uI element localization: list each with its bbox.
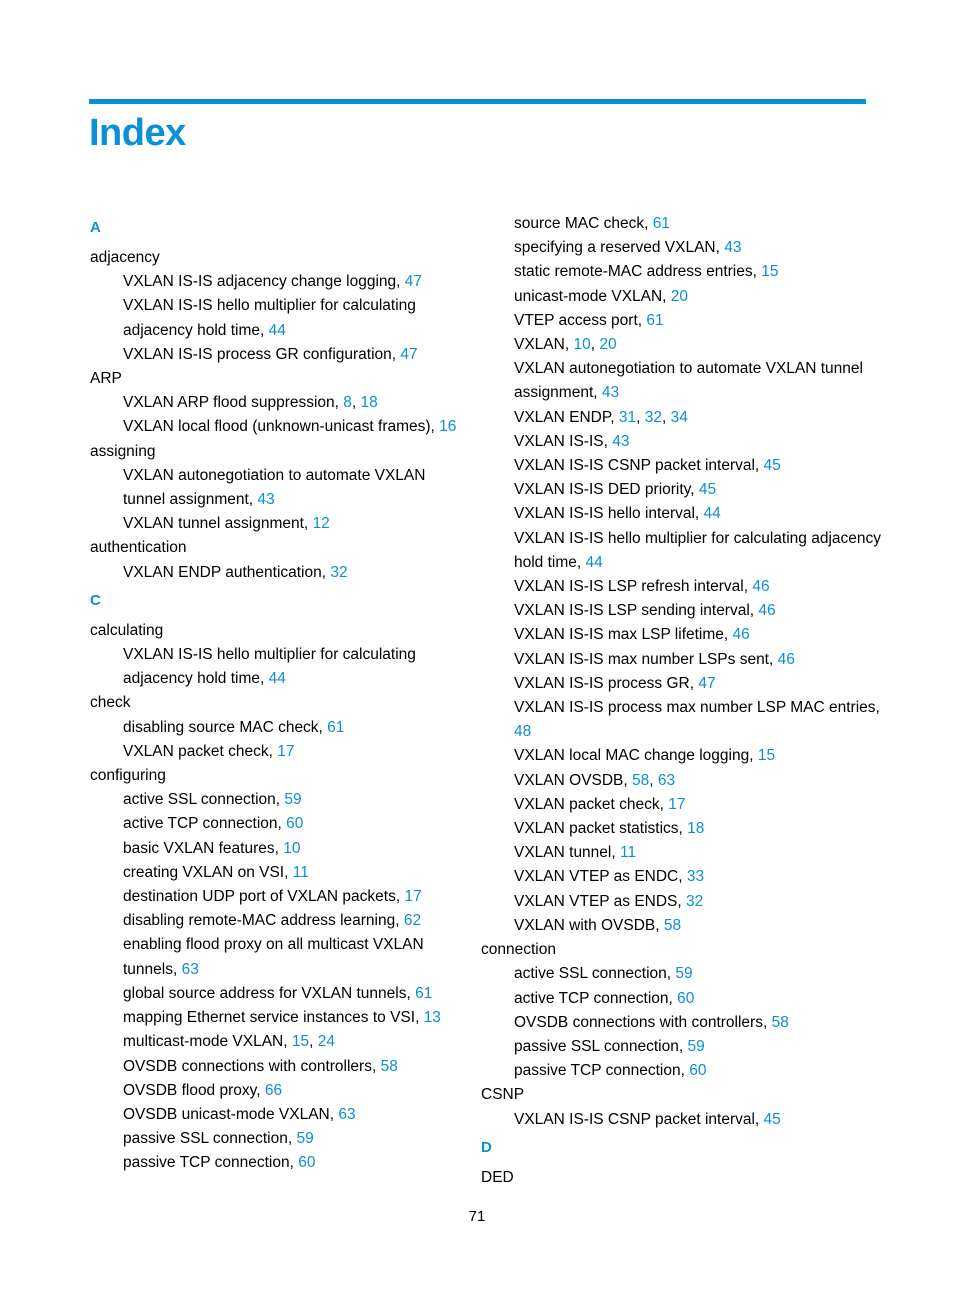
page-link[interactable]: 58 bbox=[663, 916, 682, 934]
index-letter-heading: A bbox=[90, 219, 101, 236]
index-subentry bbox=[90, 464, 460, 512]
page-link[interactable]: 44 bbox=[585, 553, 603, 571]
entry-text: global source address for VXLAN tunnels, bbox=[123, 984, 416, 1002]
index-subentry bbox=[481, 841, 881, 865]
entry-text: ARP bbox=[90, 370, 122, 388]
entry-text: VXLAN IS-IS DED priority, bbox=[514, 481, 699, 499]
page-link[interactable]: 8 bbox=[343, 394, 352, 412]
page-link[interactable]: 17 bbox=[404, 888, 422, 906]
entry-text: VXLAN autonegotiation to automate VXLAN tunnel assignment, bbox=[123, 466, 426, 509]
entry-text: OVSDB connections with controllers, bbox=[514, 1013, 772, 1031]
index-subentry bbox=[90, 861, 460, 885]
page-link[interactable]: 43 bbox=[724, 239, 742, 257]
index-letter-heading: D bbox=[481, 1138, 492, 1156]
entry-text: DED bbox=[481, 1168, 514, 1186]
index-term bbox=[90, 440, 460, 464]
entry-text: VXLAN IS-IS process max number LSP MAC entries, bbox=[514, 699, 880, 717]
index-term bbox=[481, 938, 881, 962]
index-subentry bbox=[481, 575, 881, 599]
entry-text: connection bbox=[481, 941, 556, 959]
entry-text: VXLAN local flood (unknown-unicast frames), bbox=[123, 418, 440, 436]
index-subentry bbox=[90, 909, 460, 933]
entry-text: multicast-mode VXLAN, bbox=[123, 1033, 292, 1051]
page-link[interactable]: 46 bbox=[777, 650, 795, 668]
index-subentry bbox=[481, 1035, 881, 1059]
entry-text: specifying a reserved VXLAN, bbox=[514, 239, 725, 257]
entry-text: VXLAN ENDP authentication, bbox=[123, 563, 331, 581]
index-subentry bbox=[481, 309, 881, 333]
page-link[interactable]: 61 bbox=[415, 984, 433, 1002]
entry-text: active TCP connection, bbox=[514, 989, 678, 1007]
entry-text: adjacency bbox=[90, 249, 160, 266]
page-link[interactable]: 13 bbox=[423, 1009, 441, 1027]
entry-text: VXLAN IS-IS hello interval, bbox=[514, 505, 704, 523]
page-link[interactable]: 17 bbox=[277, 742, 295, 760]
index-subentry bbox=[90, 788, 460, 812]
index-subentry bbox=[90, 885, 460, 909]
entry-text: OVSDB connections with controllers, bbox=[123, 1057, 381, 1075]
index-subentry bbox=[481, 236, 881, 260]
index-subentry bbox=[481, 672, 881, 696]
page-link[interactable]: 47 bbox=[698, 674, 716, 692]
page-link[interactable]: 24 bbox=[317, 1033, 335, 1051]
entry-text: active SSL connection, bbox=[123, 791, 285, 809]
entry-text: passive SSL connection, bbox=[514, 1037, 688, 1055]
entry-text: VXLAN IS-IS process GR configuration, bbox=[123, 345, 401, 363]
page-link[interactable]: 43 bbox=[612, 432, 630, 450]
entry-text: VXLAN IS-IS process GR, bbox=[514, 674, 699, 692]
page-link[interactable]: 46 bbox=[752, 578, 770, 596]
page-title: Index bbox=[89, 112, 186, 154]
entry-text: disabling remote-MAC address learning, bbox=[123, 912, 404, 930]
entry-text: active TCP connection, bbox=[123, 815, 287, 833]
entry-text: VXLAN packet check, bbox=[514, 795, 669, 813]
page-link[interactable]: 18 bbox=[360, 394, 378, 412]
page-link[interactable]: 60 bbox=[677, 989, 695, 1007]
page-link[interactable]: 34 bbox=[670, 408, 688, 426]
index-subentry: VXLAN ARP flood suppression, 8, 18 bbox=[123, 394, 378, 412]
entry-text: VXLAN IS-IS hello multiplier for calculating adjacency hold time, bbox=[123, 646, 416, 688]
page-link[interactable]: 46 bbox=[758, 602, 776, 620]
index-subentry bbox=[481, 987, 881, 1011]
index-column-left bbox=[90, 212, 460, 1176]
page-link[interactable]: 44 bbox=[268, 670, 286, 688]
page-link[interactable]: 33 bbox=[686, 868, 705, 886]
entry-text: passive SSL connection, bbox=[123, 1130, 297, 1148]
index-term bbox=[90, 536, 460, 560]
page-link[interactable]: 15 bbox=[757, 747, 776, 765]
entry-text: VXLAN autonegotiation to automate VXLAN tunnel assignment, bbox=[514, 360, 863, 402]
page-link[interactable]: 61 bbox=[652, 215, 670, 232]
entry-text: VXLAN IS-IS max LSP lifetime, bbox=[514, 626, 733, 644]
index-term bbox=[90, 764, 460, 788]
index-subentry bbox=[481, 357, 881, 405]
page-link[interactable]: 59 bbox=[675, 965, 693, 983]
entry-text: VXLAN with OVSDB, bbox=[514, 916, 664, 934]
index-subentry bbox=[90, 1079, 460, 1103]
index-subentry bbox=[481, 430, 881, 454]
index-subentry bbox=[90, 740, 460, 764]
index-subentry bbox=[90, 1151, 460, 1175]
index-subentry bbox=[90, 933, 460, 981]
index-subentry bbox=[481, 502, 881, 526]
page-link[interactable]: 66 bbox=[264, 1081, 283, 1099]
entry-text: VXLAN IS-IS adjacency change logging, bbox=[123, 273, 405, 291]
page-link[interactable]: 43 bbox=[257, 491, 275, 509]
page-link[interactable]: 32 bbox=[686, 892, 704, 910]
page-link[interactable]: 31 bbox=[618, 408, 637, 426]
page-link[interactable]: 62 bbox=[403, 912, 422, 930]
index-subentry bbox=[481, 793, 881, 817]
entry-text: configuring bbox=[90, 767, 166, 785]
page-link[interactable]: 44 bbox=[268, 321, 286, 339]
page-link[interactable]: 58 bbox=[771, 1013, 789, 1031]
page-link[interactable]: 58 bbox=[380, 1057, 398, 1075]
header-rule bbox=[89, 99, 866, 104]
index-subentry bbox=[90, 415, 460, 439]
index-subentry bbox=[481, 1108, 881, 1132]
entry-text: passive TCP connection, bbox=[123, 1154, 299, 1172]
page-link[interactable]: 15 bbox=[291, 1033, 310, 1051]
index-subentry bbox=[481, 648, 881, 672]
entry-text: VXLAN VTEP as ENDC, bbox=[514, 868, 687, 886]
index-subentry bbox=[90, 343, 460, 367]
index-subentry: VXLAN ENDP, 31, 32, 34 bbox=[514, 408, 688, 426]
index-subentry bbox=[481, 454, 881, 478]
index-subentry bbox=[481, 260, 881, 284]
entry-text: calculating bbox=[90, 621, 164, 639]
index-subentry bbox=[90, 270, 460, 294]
index-subentry bbox=[90, 561, 460, 585]
page-link[interactable]: 10 bbox=[283, 839, 301, 857]
index-term bbox=[481, 1083, 881, 1107]
entry-text: VXLAN OVSDB, bbox=[514, 771, 633, 789]
entry-text: passive TCP connection, bbox=[514, 1062, 690, 1080]
index-subentry bbox=[481, 817, 881, 841]
index-subentry bbox=[90, 837, 460, 861]
entry-text: active SSL connection, bbox=[514, 965, 676, 983]
index-subentry bbox=[481, 623, 881, 647]
page-link[interactable]: 16 bbox=[439, 418, 457, 436]
index-subentry bbox=[481, 478, 881, 502]
index-subentry bbox=[90, 1127, 460, 1151]
entry-text: VXLAN tunnel, bbox=[514, 844, 620, 862]
page-link[interactable]: 61 bbox=[327, 718, 345, 736]
entry-text: CSNP bbox=[481, 1086, 525, 1104]
index-subentry bbox=[481, 696, 881, 744]
page-link[interactable]: 12 bbox=[312, 515, 330, 533]
entry-text: static remote-MAC address entries, bbox=[514, 263, 762, 281]
index-subentry: VXLAN, 10, 20 bbox=[514, 336, 617, 354]
entry-text: enabling flood proxy on all multicast VXLAN tunnels, bbox=[123, 936, 424, 978]
index-subentry bbox=[481, 865, 881, 889]
index-subentry bbox=[481, 1059, 881, 1083]
index-subentry: VXLAN OVSDB, 58, 63 bbox=[514, 771, 676, 789]
index-subentry bbox=[481, 744, 881, 768]
index-letter-heading: C bbox=[90, 591, 101, 609]
entry-text: VXLAN ENDP, bbox=[514, 408, 619, 426]
entry-text: VXLAN packet statistics, bbox=[514, 820, 688, 838]
index-subentry bbox=[481, 914, 881, 938]
page-link[interactable]: 45 bbox=[698, 481, 717, 499]
entry-text: VXLAN IS-IS, bbox=[514, 432, 613, 450]
page-link[interactable]: 43 bbox=[601, 384, 620, 402]
entry-text: source MAC check, bbox=[514, 215, 653, 232]
page-link[interactable]: 10 bbox=[573, 336, 591, 354]
page-link[interactable]: 44 bbox=[703, 505, 721, 523]
page-link[interactable]: 60 bbox=[298, 1154, 316, 1172]
index-term bbox=[90, 691, 460, 715]
page-link[interactable]: 63 bbox=[657, 771, 676, 789]
entry-text: VXLAN IS-IS LSP sending interval, bbox=[514, 602, 759, 620]
page-link[interactable]: 32 bbox=[330, 563, 348, 581]
page-link[interactable]: 48 bbox=[514, 723, 532, 741]
entry-text: VXLAN VTEP as ENDS, bbox=[514, 892, 686, 910]
entry-text: authentication bbox=[90, 539, 187, 557]
entry-text: VXLAN IS-IS max number LSPs sent, bbox=[514, 650, 778, 668]
entry-text: OVSDB unicast-mode VXLAN, bbox=[123, 1105, 339, 1123]
index-term bbox=[90, 367, 460, 391]
page-link[interactable]: 15 bbox=[761, 263, 779, 281]
page-link[interactable]: 59 bbox=[296, 1130, 314, 1148]
page-link[interactable]: 58 bbox=[632, 771, 650, 789]
entry-text: VXLAN local MAC change logging, bbox=[514, 747, 758, 765]
page-link[interactable]: 63 bbox=[338, 1105, 356, 1123]
index-subentry bbox=[90, 1006, 460, 1030]
page-link[interactable]: 47 bbox=[400, 345, 418, 363]
index-subentry bbox=[481, 285, 881, 309]
index-subentry bbox=[90, 643, 460, 691]
index-subentry bbox=[90, 982, 460, 1006]
index-subentry bbox=[481, 212, 881, 236]
page-link[interactable]: 11 bbox=[619, 844, 637, 862]
page-link[interactable]: 45 bbox=[763, 1110, 781, 1128]
page-link[interactable]: 46 bbox=[732, 626, 750, 644]
entry-text: VXLAN IS-IS CSNP packet interval, bbox=[514, 1110, 764, 1128]
index-subentry bbox=[481, 599, 881, 623]
page-link[interactable]: 20 bbox=[599, 336, 617, 354]
entry-text: mapping Ethernet service instances to VSI, bbox=[123, 1009, 424, 1027]
entry-text: VXLAN packet check, bbox=[123, 742, 278, 760]
page-link[interactable]: 59 bbox=[687, 1037, 705, 1055]
entry-text: destination UDP port of VXLAN packets, bbox=[123, 888, 405, 906]
page-link[interactable]: 60 bbox=[689, 1062, 707, 1080]
entry-text: check bbox=[90, 694, 131, 712]
entry-text: VXLAN IS-IS hello multiplier for calculating adjacency hold time, bbox=[123, 297, 416, 339]
entry-text: creating VXLAN on VSI, bbox=[123, 863, 293, 881]
index-subentry bbox=[481, 527, 881, 575]
index-column-right bbox=[481, 212, 881, 1190]
page-link[interactable]: 20 bbox=[670, 287, 689, 305]
page-link[interactable]: 61 bbox=[646, 311, 664, 329]
page-link[interactable]: 47 bbox=[404, 273, 423, 291]
entry-text: unicast-mode VXLAN, bbox=[514, 287, 671, 305]
index-subentry bbox=[90, 512, 460, 536]
page-number: 71 bbox=[468, 1208, 486, 1225]
index-subentry bbox=[90, 294, 460, 342]
page-link[interactable]: 45 bbox=[763, 457, 781, 475]
page-link[interactable]: 63 bbox=[181, 960, 199, 978]
page-link[interactable]: 59 bbox=[284, 791, 302, 809]
entry-text: VXLAN ARP flood suppression, bbox=[123, 394, 344, 412]
entry-text: VXLAN IS-IS CSNP packet interval, bbox=[514, 457, 764, 475]
page-link[interactable]: 11 bbox=[292, 863, 309, 881]
index-subentry: multicast-mode VXLAN, 15, 24 bbox=[123, 1033, 335, 1051]
entry-text: assigning bbox=[90, 442, 156, 460]
page-link[interactable]: 17 bbox=[668, 795, 686, 813]
index-subentry bbox=[90, 1103, 460, 1127]
index-subentry bbox=[481, 1011, 881, 1035]
entry-text: VXLAN IS-IS hello multiplier for calculating adjacency hold time, bbox=[514, 529, 882, 571]
index-subentry bbox=[90, 716, 460, 740]
entry-text: OVSDB flood proxy, bbox=[123, 1081, 265, 1099]
entry-text: disabling source MAC check, bbox=[123, 718, 328, 736]
index-subentry bbox=[481, 962, 881, 986]
entry-text: basic VXLAN features, bbox=[123, 839, 284, 857]
index-term bbox=[90, 246, 460, 270]
page-link[interactable]: 18 bbox=[687, 820, 705, 838]
page-link[interactable]: 60 bbox=[286, 815, 304, 833]
index-subentry bbox=[481, 890, 881, 914]
index-subentry bbox=[90, 1055, 460, 1079]
entry-text: VXLAN IS-IS LSP refresh interval, bbox=[514, 578, 753, 596]
entry-text: VTEP access port, bbox=[514, 311, 647, 329]
index-term bbox=[90, 619, 460, 643]
page-link[interactable]: 32 bbox=[644, 408, 662, 426]
entry-text: VXLAN, bbox=[514, 336, 574, 354]
index-subentry bbox=[90, 812, 460, 836]
index-term bbox=[481, 1166, 881, 1190]
entry-text: VXLAN tunnel assignment, bbox=[123, 515, 313, 533]
